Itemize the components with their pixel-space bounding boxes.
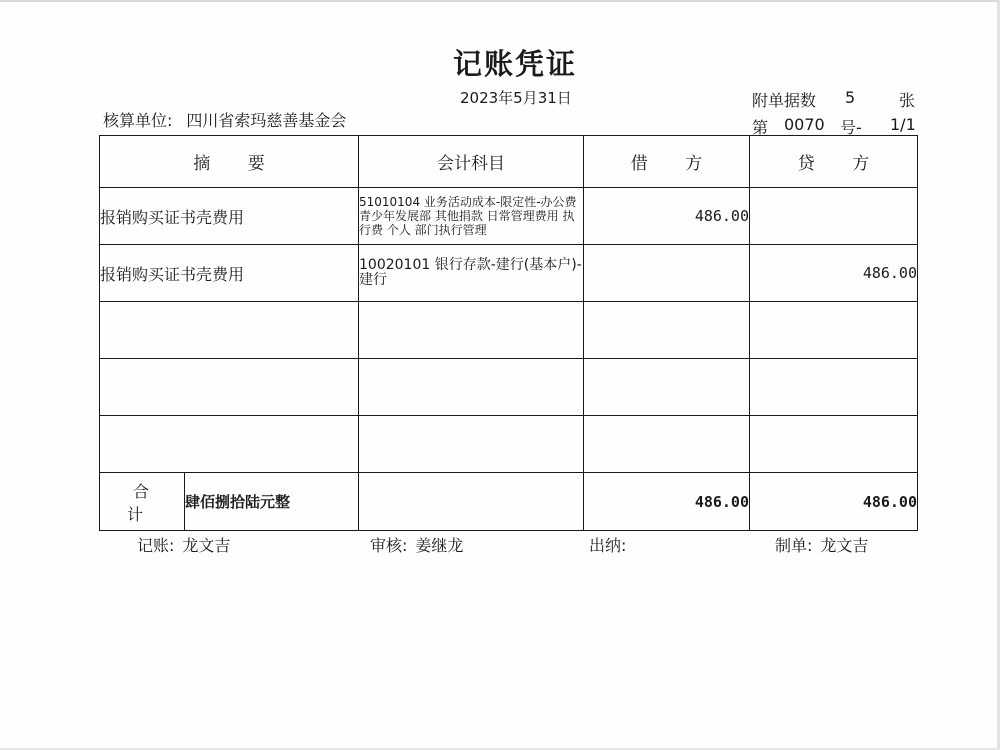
total-debit: 486.00 (584, 473, 750, 531)
row-account (359, 359, 584, 416)
total-credit: 486.00 (750, 473, 918, 531)
row-summary: 报销购买证书壳费用 (100, 245, 359, 302)
row-debit: 486.00 (584, 188, 750, 245)
total-label: 合 计 (100, 473, 185, 530)
header-credit: 贷 方 (750, 136, 918, 188)
row-credit (750, 359, 918, 416)
row-debit (584, 245, 750, 302)
total-split (100, 473, 358, 530)
bookkeeper-name: 龙文吉 (182, 536, 231, 555)
auditor-name: 姜继龙 (415, 536, 464, 555)
header-account: 会计科目 (359, 136, 584, 188)
table-row (100, 302, 918, 359)
row-credit: 486.00 (750, 245, 918, 302)
row-debit (584, 416, 750, 473)
voucher-table (99, 135, 918, 531)
total-cell (100, 473, 359, 531)
row-debit (584, 302, 750, 359)
row-account: 10020101 银行存款-建行(基本户)-建行 (359, 245, 584, 302)
voucher-number-value: 0070 (784, 115, 825, 134)
table-row (100, 188, 918, 245)
row-account (359, 416, 584, 473)
row-account: 51010104 业务活动成本-限定性-办公费 青少年发展部 其他捐款 日常管理费用 执行费 个人 部门执行管理 (359, 188, 584, 245)
voucher-prefix: 第 (752, 118, 769, 137)
row-summary (100, 416, 359, 473)
row-debit (584, 359, 750, 416)
attachment-unit: 张 (899, 91, 916, 110)
row-summary: 报销购买证书壳费用 (100, 188, 359, 245)
table-row (100, 416, 918, 473)
scan-edge-top (0, 0, 1000, 2)
signature-preparer (775, 533, 868, 556)
preparer-label: 制单: (775, 536, 813, 555)
bookkeeper-label: 记账: (137, 536, 175, 555)
row-credit (750, 188, 918, 245)
row-summary (100, 359, 359, 416)
voucher-page-count: 1/1 (890, 115, 916, 134)
accounting-unit (103, 108, 346, 131)
row-summary (100, 302, 359, 359)
preparer-name: 龙文吉 (820, 536, 869, 555)
signature-bookkeeper (137, 533, 230, 556)
signature-auditor (370, 533, 463, 556)
total-row (100, 473, 918, 531)
header-summary: 摘 要 (100, 136, 359, 188)
accounting-unit-value: 四川省索玛慈善基金会 (186, 111, 347, 130)
document-title: 记账凭证 (452, 47, 577, 81)
accounting-unit-label: 核算单位: (103, 111, 173, 130)
attachment-label: 附单据数 (752, 91, 817, 110)
row-credit (750, 416, 918, 473)
total-words: 肆佰捌拾陆元整 (185, 493, 291, 511)
total-words-continuation (359, 473, 584, 531)
voucher-suffix: 号- (840, 118, 862, 137)
header-debit: 借 方 (584, 136, 750, 188)
attachment-number: 5 (845, 88, 856, 107)
row-credit (750, 302, 918, 359)
table-row (100, 245, 918, 302)
voucher-date: 2023年5月31日 (460, 89, 572, 107)
attachment-count (752, 88, 917, 111)
signature-cashier (589, 533, 634, 556)
auditor-label: 审核: (370, 536, 408, 555)
table-header-row (100, 136, 918, 188)
row-account (359, 302, 584, 359)
table-row (100, 359, 918, 416)
cashier-label: 出纳: (589, 536, 627, 555)
